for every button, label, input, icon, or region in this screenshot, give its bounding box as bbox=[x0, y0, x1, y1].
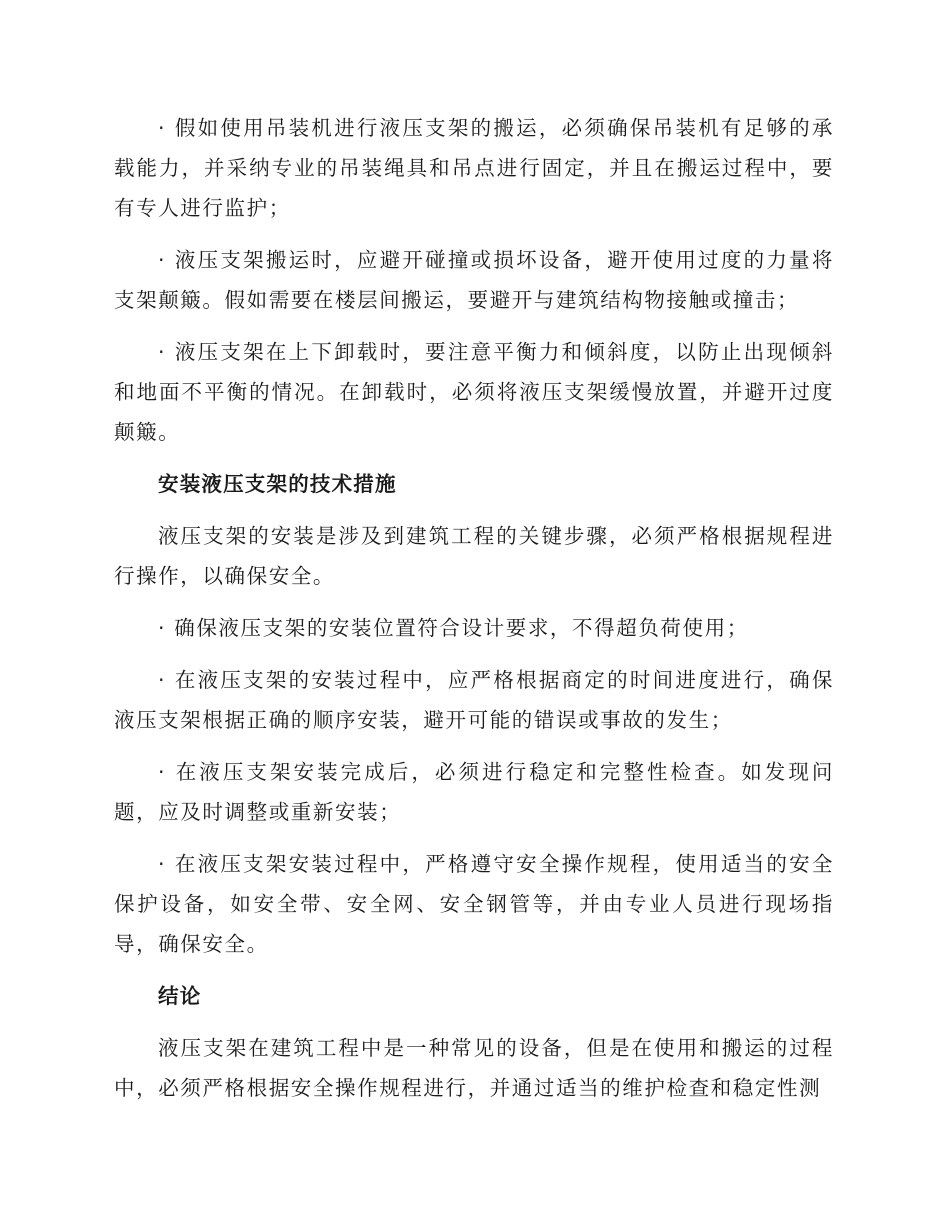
transport-bullet-1: · 假如使用吊装机进行液压支架的搬运，必须确保吊装机有足够的承载能力，并采纳专业的吊装绳具和吊点进行固定，并且在搬运过程中，要有专人进行监护； bbox=[114, 116, 834, 220]
transport-bullet-3: · 液压支架在上下卸载时，要注意平衡力和倾斜度，以防止出现倾斜和地面不平衡的情况。在卸载时，必须将液压支架缓慢放置，并避开过度颠簸。 bbox=[114, 340, 834, 444]
conclusion-heading: 结论 bbox=[158, 984, 202, 1008]
install-section-heading: 安装液压支架的技术措施 bbox=[158, 472, 397, 496]
install-bullet-3: · 在液压支架安装完成后，必须进行稳定和完整性检查。如发现问题，应及时调整或重新安装； bbox=[114, 760, 834, 824]
document-page bbox=[114, 108, 834, 1120]
install-intro: 液压支架的安装是涉及到建筑工程的关键步骤，必须严格根据规程进行操作，以确保安全。 bbox=[114, 524, 834, 588]
transport-bullet-2: · 液压支架搬运时，应避开碰撞或损坏设备，避开使用过度的力量将支架颠簸。假如需要在楼层间搬运，要避开与建筑结构物接触或撞击； bbox=[114, 248, 834, 312]
install-bullet-1: · 确保液压支架的安装位置符合设计要求，不得超负荷使用； bbox=[158, 616, 749, 640]
install-bullet-4: · 在液压支架安装过程中，严格遵守安全操作规程，使用适当的安全保护设备，如安全带、安全网、安全钢管等，并由专业人员进行现场指导，确保安全。 bbox=[114, 852, 834, 956]
conclusion-text: 液压支架在建筑工程中是一种常见的设备，但是在使用和搬运的过程中，必须严格根据安全操作规程进行，并通过适当的维护检查和稳定性测 bbox=[114, 1036, 834, 1100]
install-bullet-2: · 在液压支架的安装过程中，应严格根据商定的时间进度进行，确保液压支架根据正确的顺序安装，避开可能的错误或事故的发生； bbox=[114, 668, 834, 732]
